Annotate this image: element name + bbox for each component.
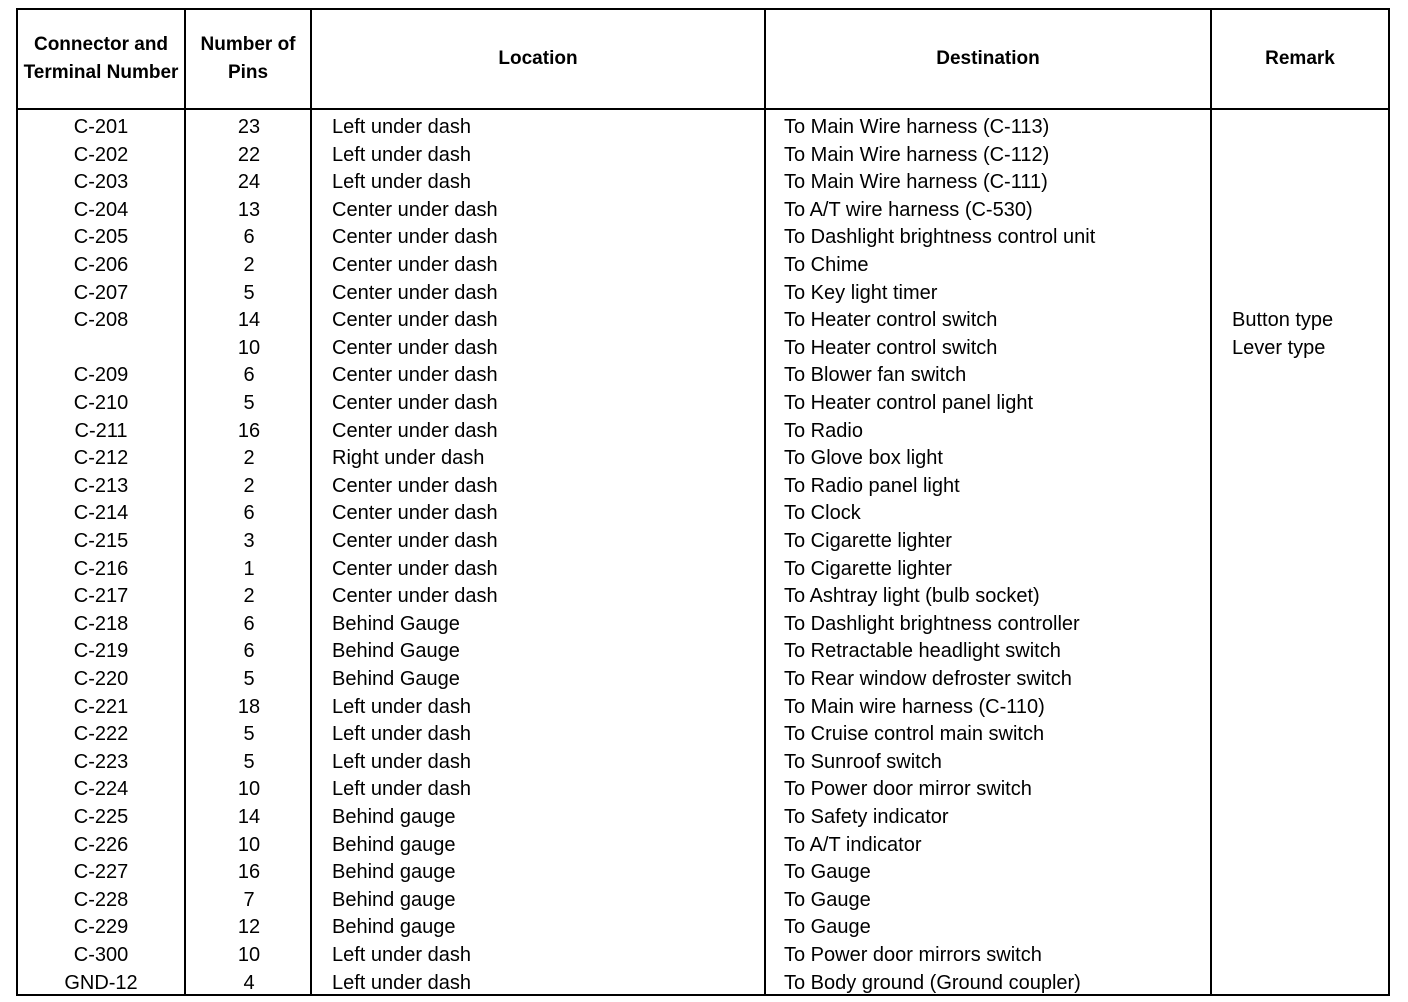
pins-cell: 6: [243, 612, 255, 635]
table-row: [18, 749, 1388, 777]
pins-cell: 6: [243, 502, 255, 525]
remark-cell: [1232, 749, 1382, 777]
pins-cell: 10: [237, 336, 261, 359]
remark-cell: [1232, 114, 1382, 142]
location-cell: Left under dash: [332, 944, 471, 966]
remark-cell: [1232, 142, 1382, 170]
header-pins: Number of Pins: [200, 34, 296, 83]
destination-cell: To Heater control switch: [784, 309, 998, 332]
destination-cell: To Glove box light: [784, 447, 943, 470]
remark-cell: Button type: [1232, 309, 1334, 332]
connector-cell: C-216: [73, 557, 129, 580]
remark-cell: [1232, 776, 1382, 804]
remark-cell: [1232, 197, 1382, 225]
pins-cell: 10: [237, 944, 261, 966]
destination-cell: To Safety indicator: [784, 806, 949, 828]
location-cell: Behind gauge: [332, 806, 456, 828]
remark-cell: [1232, 418, 1382, 446]
remark-cell: [1232, 859, 1382, 887]
table-row: [18, 942, 1388, 970]
location-cell: Left under dash: [332, 171, 471, 194]
header-divider: [18, 108, 1388, 110]
destination-cell: To Retractable headlight switch: [784, 640, 1061, 663]
pins-cell: 13: [237, 198, 261, 221]
destination-cell: To Ashtray light (bulb socket): [784, 585, 1040, 608]
connector-cell: C-211: [74, 419, 128, 442]
remark-cell: [1232, 390, 1382, 418]
location-cell: Left under dash: [332, 116, 471, 138]
table-row: [18, 832, 1388, 860]
pins-cell: 18: [237, 695, 261, 718]
table-row: [18, 362, 1388, 390]
connector-cell: C-219: [73, 640, 129, 663]
location-cell: Center under dash: [332, 392, 498, 414]
destination-cell: To Dashlight brightness controller: [784, 612, 1080, 635]
location-cell: Center under dash: [332, 281, 498, 304]
header-location: Location: [498, 48, 578, 69]
destination-cell: To A/T wire harness (C-530): [784, 198, 1033, 221]
location-cell: Left under dash: [332, 971, 471, 994]
table-row: [18, 335, 1388, 363]
location-cell: Center under dash: [332, 336, 498, 359]
pins-cell: 5: [243, 723, 255, 746]
destination-cell: To Main Wire harness (C-111): [784, 171, 1048, 194]
pins-cell: 10: [237, 778, 261, 801]
location-cell: Center under dash: [332, 530, 498, 552]
connector-cell: [18, 335, 184, 363]
connector-cell: GND-12: [64, 971, 138, 994]
pins-cell: 2: [243, 585, 255, 608]
table-row: [18, 280, 1388, 308]
table-row: [18, 445, 1388, 473]
pins-cell: 6: [243, 364, 255, 387]
pins-cell: 24: [237, 171, 261, 194]
pins-cell: 5: [243, 668, 255, 690]
connector-cell: C-218: [73, 612, 129, 635]
connector-cell: C-207: [73, 281, 129, 304]
connector-cell: C-224: [73, 778, 129, 801]
location-cell: Center under dash: [332, 254, 498, 276]
remark-cell: [1232, 252, 1382, 280]
table-row: [18, 638, 1388, 666]
connector-cell: C-221: [73, 695, 129, 718]
remark-cell: [1232, 169, 1382, 197]
destination-cell: To Cigarette lighter: [784, 530, 952, 552]
remark-cell: [1232, 804, 1382, 832]
connector-cell: C-208: [73, 309, 129, 332]
table-row: [18, 804, 1388, 832]
connector-cell: C-204: [73, 198, 129, 221]
remark-cell: [1232, 721, 1382, 749]
connector-cell: C-223: [73, 750, 129, 773]
table-row: [18, 390, 1388, 418]
location-cell: Left under dash: [332, 778, 471, 801]
destination-cell: To Sunroof switch: [784, 750, 942, 773]
remark-cell: [1232, 224, 1382, 252]
remark-cell: [1232, 528, 1382, 556]
connector-cell: C-202: [73, 143, 129, 166]
location-cell: Right under dash: [332, 447, 485, 470]
pins-cell: 16: [237, 861, 261, 884]
destination-cell: To Chime: [784, 254, 869, 276]
connector-cell: C-217: [73, 585, 129, 608]
table-row: [18, 970, 1388, 998]
location-cell: Behind Gauge: [332, 668, 460, 690]
connector-cell: C-205: [73, 226, 129, 249]
destination-cell: To A/T indicator: [784, 833, 922, 856]
pins-cell: 10: [237, 833, 261, 856]
destination-cell: To Body ground (Ground coupler): [784, 971, 1081, 994]
destination-cell: To Cigarette lighter: [784, 557, 952, 580]
location-cell: Behind Gauge: [332, 612, 460, 635]
pins-cell: 5: [243, 281, 255, 304]
connector-cell: C-300: [73, 944, 129, 966]
connector-cell: C-201: [73, 116, 129, 138]
remark-cell: [1232, 887, 1382, 915]
destination-cell: To Gauge: [784, 888, 871, 911]
location-cell: Behind gauge: [332, 888, 456, 911]
pins-cell: 5: [243, 750, 255, 773]
header-connector: Connector and Terminal Number: [23, 34, 179, 83]
destination-cell: To Power door mirrors switch: [784, 944, 1042, 966]
table-row: [18, 418, 1388, 446]
destination-cell: To Key light timer: [784, 281, 938, 304]
connector-cell: C-215: [73, 530, 129, 552]
table-row: [18, 887, 1388, 915]
table-row: [18, 528, 1388, 556]
remark-cell: [1232, 638, 1382, 666]
destination-cell: To Main wire harness (C-110): [784, 695, 1045, 718]
destination-cell: To Heater control panel light: [784, 392, 1034, 414]
destination-cell: To Radio: [784, 419, 863, 442]
table-row: [18, 114, 1388, 142]
location-cell: Center under dash: [332, 309, 498, 332]
connector-cell: C-203: [73, 171, 129, 194]
location-cell: Behind gauge: [332, 916, 456, 939]
connector-cell: C-222: [73, 723, 129, 746]
remark-cell: [1232, 970, 1382, 998]
location-cell: Left under dash: [332, 695, 471, 718]
connector-table: [16, 8, 1390, 996]
destination-cell: To Radio panel light: [784, 474, 960, 497]
pins-cell: 1: [243, 557, 255, 580]
remark-cell: [1232, 280, 1382, 308]
table-row: [18, 666, 1388, 694]
header-destination: Destination: [936, 48, 1040, 69]
table-row: [18, 583, 1388, 611]
table-row: [18, 142, 1388, 170]
location-cell: Center under dash: [332, 557, 498, 580]
table-row: [18, 197, 1388, 225]
pins-cell: 2: [243, 474, 255, 497]
remark-cell: [1232, 583, 1382, 611]
remark-cell: [1232, 666, 1382, 694]
remark-cell: [1232, 500, 1382, 528]
destination-cell: To Gauge: [784, 916, 871, 939]
table-row: [18, 252, 1388, 280]
table-row: [18, 500, 1388, 528]
location-cell: Behind gauge: [332, 833, 456, 856]
remark-cell: [1232, 832, 1382, 860]
table-row: [18, 914, 1388, 942]
location-cell: Left under dash: [332, 750, 471, 773]
location-cell: Center under dash: [332, 502, 498, 525]
connector-cell: C-228: [73, 888, 129, 911]
table-row: [18, 473, 1388, 501]
pins-cell: 2: [243, 447, 255, 470]
location-cell: Center under dash: [332, 585, 498, 608]
pins-cell: 3: [243, 530, 255, 552]
destination-cell: To Rear window defroster switch: [784, 668, 1072, 690]
table-row: [18, 224, 1388, 252]
pins-cell: 7: [243, 888, 255, 911]
table-row: [18, 721, 1388, 749]
destination-cell: To Main Wire harness (C-112): [784, 143, 1050, 166]
location-cell: Center under dash: [332, 364, 498, 387]
location-cell: Center under dash: [332, 474, 498, 497]
remark-cell: [1232, 914, 1382, 942]
location-cell: Center under dash: [332, 226, 498, 249]
connector-cell: C-220: [73, 668, 129, 690]
pins-cell: 6: [243, 226, 255, 249]
pins-cell: 6: [243, 640, 255, 663]
connector-cell: C-214: [73, 502, 129, 525]
table-row: [18, 611, 1388, 639]
remark-cell: [1232, 556, 1382, 584]
location-cell: Center under dash: [332, 198, 498, 221]
table-row: [18, 307, 1388, 335]
destination-cell: To Main Wire harness (C-113): [784, 116, 1050, 138]
remark-cell: Lever type: [1232, 336, 1326, 359]
pins-cell: 14: [237, 806, 261, 828]
remark-cell: [1232, 473, 1382, 501]
pins-cell: 14: [237, 309, 261, 332]
connector-cell: C-229: [73, 916, 129, 939]
pins-cell: 4: [243, 971, 255, 994]
connector-cell: C-227: [73, 861, 129, 884]
location-cell: Center under dash: [332, 419, 498, 442]
remark-cell: [1232, 942, 1382, 970]
table-row: [18, 694, 1388, 722]
header-remark: Remark: [1265, 48, 1335, 69]
table-row: [18, 859, 1388, 887]
connector-cell: C-226: [73, 833, 129, 856]
connector-cell: C-206: [73, 254, 129, 276]
table-row: [18, 556, 1388, 584]
pins-cell: 5: [243, 392, 255, 414]
destination-cell: To Cruise control main switch: [784, 723, 1045, 746]
remark-cell: [1232, 445, 1382, 473]
connector-cell: C-213: [73, 474, 129, 497]
location-cell: Left under dash: [332, 723, 471, 746]
pins-cell: 12: [237, 916, 261, 939]
connector-cell: C-225: [73, 806, 129, 828]
destination-cell: To Clock: [784, 502, 861, 525]
connector-cell: C-210: [73, 392, 129, 414]
remark-cell: [1232, 694, 1382, 722]
table-row: [18, 776, 1388, 804]
destination-cell: To Power door mirror switch: [784, 778, 1032, 801]
location-cell: Left under dash: [332, 143, 471, 166]
pins-cell: 23: [237, 116, 261, 138]
destination-cell: To Blower fan switch: [784, 364, 967, 387]
location-cell: Behind gauge: [332, 861, 456, 884]
connector-cell: C-212: [73, 447, 129, 470]
destination-cell: To Dashlight brightness control unit: [784, 226, 1096, 249]
connector-cell: C-209: [73, 364, 129, 387]
remark-cell: [1232, 611, 1382, 639]
destination-cell: To Heater control switch: [784, 336, 998, 359]
destination-cell: To Gauge: [784, 861, 871, 884]
pins-cell: 16: [237, 419, 261, 442]
pins-cell: 2: [243, 254, 255, 276]
location-cell: Behind Gauge: [332, 640, 460, 663]
pins-cell: 22: [237, 143, 261, 166]
table-row: [18, 169, 1388, 197]
remark-cell: [1232, 362, 1382, 390]
